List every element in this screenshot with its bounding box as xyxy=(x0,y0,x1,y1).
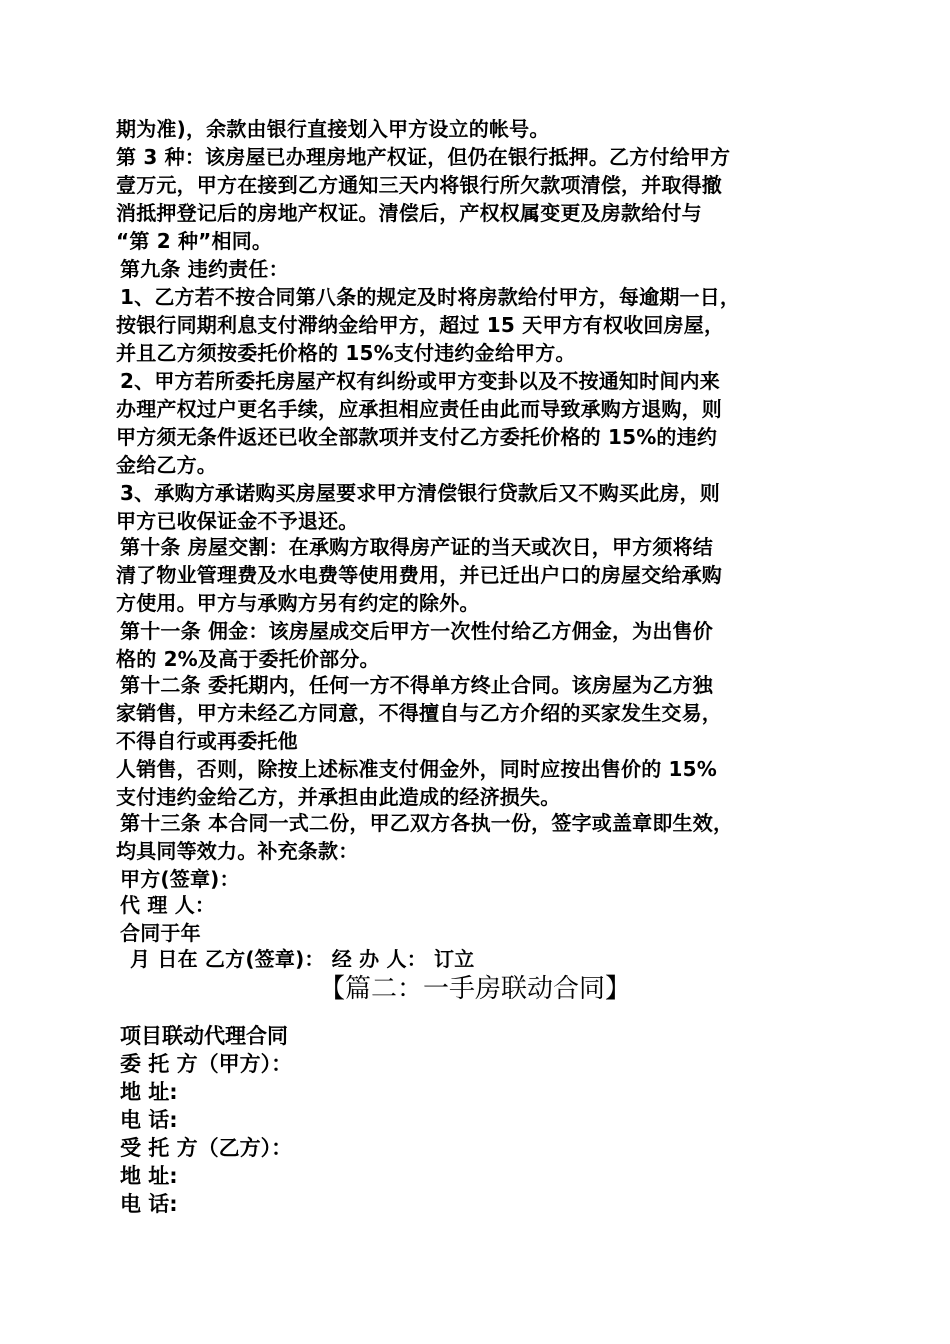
agent-field: 受 托 方（乙方）： xyxy=(120,1136,293,1160)
text-line: 支付违约金给乙方，并承担由此造成的经济损失。 xyxy=(116,785,561,809)
text-line: 3、承购方承诺购买房屋要求甲方清偿银行贷款后又不购买此房，则 xyxy=(120,481,720,505)
agent-phone-field: 电 话: xyxy=(120,1192,178,1216)
text-line: 人销售，否则，除按上述标准支付佣金外，同时应按出售价的 15% xyxy=(116,757,718,781)
text-line: “第 2 种”相同。 xyxy=(116,229,273,253)
text-line: 甲方已收保证金不予退还。 xyxy=(116,509,359,533)
text-line: 并且乙方须按委托价格的 15%支付违约金给甲方。 xyxy=(116,341,576,365)
text-line: 清了物业管理费及水电费等使用费用，并已迁出户口的房屋交给承购 xyxy=(116,563,722,587)
principal-field: 委 托 方（甲方）： xyxy=(120,1052,293,1076)
text-line: 按银行同期利息支付滞纳金给甲方，超过 15 天甲方有权收回房屋， xyxy=(116,313,725,337)
text-line: 办理产权过户更名手续，应承担相应责任由此而导致承购方退购，则 xyxy=(116,397,722,421)
text-line: 不得自行或再委托他 xyxy=(116,729,298,753)
text-line: 甲方须无条件返还已收全部款项并支付乙方委托价格的 15%的违约 xyxy=(116,425,718,449)
section-title: 【篇二：一手房联动合同】 xyxy=(318,974,631,1004)
text-line: 消抵押登记后的房地产权证。清偿后，产权权属变更及房款给付与 xyxy=(116,201,702,225)
principal-phone-field: 电 话: xyxy=(120,1108,178,1132)
text-line: 金给乙方。 xyxy=(116,453,217,477)
text-line: 1、乙方若不按合同第八条的规定及时将房款给付甲方，每逾期一日， xyxy=(120,285,741,309)
text-line: 壹万元，甲方在接到乙方通知三天内将银行所欠款项清偿，并取得撤 xyxy=(116,173,722,197)
article-heading-9: 第九条 违约责任： xyxy=(120,257,289,281)
signature-party-a: 甲方(签章)： xyxy=(120,867,240,891)
article-heading-12: 第十二条 委托期内，任何一方不得单方终止合同。该房屋为乙方独 xyxy=(120,673,713,697)
text-line: 均具同等效力。补充条款： xyxy=(116,839,359,863)
signature-agent: 代 理 人： xyxy=(120,893,216,917)
signature-date: 合同于年 xyxy=(120,921,201,945)
signature-line: 月 日在 乙方(签章)： 经 办 人： 订立 xyxy=(130,947,475,971)
text-line: 方使用。甲方与承购方另有约定的除外。 xyxy=(116,591,480,615)
text-line: 2、甲方若所委托房屋产权有纠纷或甲方变卦以及不按通知时间内来 xyxy=(120,369,720,393)
text-line: 第 3 种：该房屋已办理房地产权证，但仍在银行抵押。乙方付给甲方 xyxy=(116,145,731,169)
article-heading-11: 第十一条 佣金：该房屋成交后甲方一次性付给乙方佣金，为出售价 xyxy=(120,619,713,643)
principal-address-field: 地 址: xyxy=(120,1080,178,1104)
agent-address-field: 地 址: xyxy=(120,1164,178,1188)
text-line: 期为准)，余款由银行直接划入甲方设立的帐号。 xyxy=(116,117,550,141)
contract-title: 项目联动代理合同 xyxy=(120,1024,288,1048)
article-heading-10: 第十条 房屋交割：在承购方取得房产证的当天或次日，甲方须将结 xyxy=(120,535,713,559)
article-heading-13: 第十三条 本合同一式二份，甲乙双方各执一份，签字或盖章即生效， xyxy=(120,811,734,835)
text-line: 家销售，甲方未经乙方同意，不得擅自与乙方介绍的买家发生交易， xyxy=(116,701,722,725)
text-line: 格的 2%及高于委托价部分。 xyxy=(116,647,380,671)
